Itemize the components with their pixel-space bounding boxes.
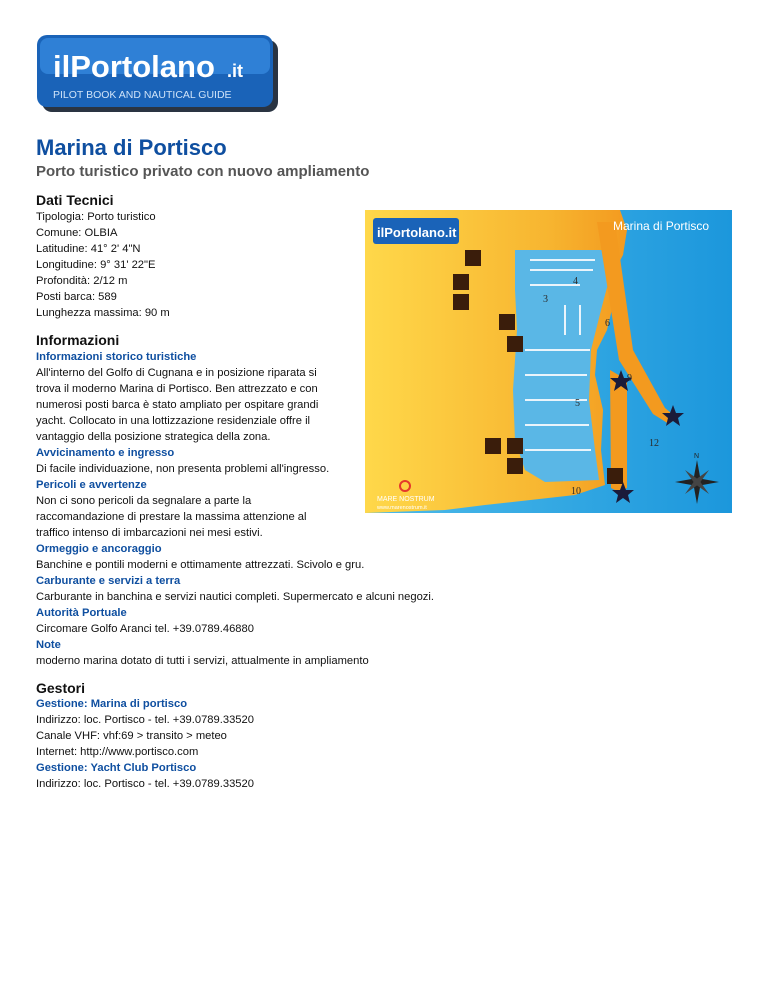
info-heading: Informazioni <box>36 332 120 348</box>
info-ormeggio-text: Banchine e pontili moderni e ottimamente attrezzati. Scivolo e gru. <box>36 559 365 571</box>
gestore-2-address: Indirizzo: loc. Portisco - tel. +39.0789.33520 <box>36 778 254 790</box>
info-pericoli-line: traffico intenso di imbarcazioni nei mesi estivi. <box>36 527 263 539</box>
map-number-12: 12 <box>649 438 659 449</box>
map-brand-url: www.marenostrum.it <box>377 505 427 511</box>
info-storico-line: All'interno del Golfo di Cugnana e in posizione riparata si <box>36 367 317 379</box>
gestori-heading: Gestori <box>36 680 86 696</box>
gestori-block <box>36 696 726 792</box>
logo-text: ilPortolano <box>53 49 215 84</box>
info-storico-line: numerosi posti barca è stato ampliato per ospitare grandi <box>36 399 319 411</box>
info-carburante-heading: Carburante e servizi a terra <box>36 575 181 587</box>
logo-tagline: PILOT BOOK AND NAUTICAL GUIDE <box>53 89 232 101</box>
map-number-10: 10 <box>571 486 581 497</box>
info-pericoli-line: Non ci sono pericoli da segnalare a parte la <box>36 495 252 507</box>
tech-depth: Profondità: 2/12 m <box>36 275 128 287</box>
info-autorita-text: Circomare Golfo Aranci tel. +39.0789.46880 <box>36 623 254 635</box>
tech-longitude: Longitudine: 9° 31' 22"E <box>36 259 156 271</box>
map-number-4: 4 <box>573 276 578 287</box>
ilportolano-logo[interactable] <box>37 35 278 112</box>
info-note-text: moderno marina dotato di tutti i servizi, attualmente in ampliamento <box>36 655 369 667</box>
map-number-6: 6 <box>605 318 610 329</box>
map-number-3: 3 <box>543 294 548 305</box>
compass-n: N <box>694 453 700 460</box>
info-carburante-text: Carburante in banchina e servizi nautici completi. Supermercato e alcuni negozi. <box>36 591 434 603</box>
info-storico-line: vantaggio della posizione strategica della zona. <box>36 431 271 443</box>
info-storico-line: trova il moderno Marina di Portisco. Ben attrezzato e con <box>36 383 318 395</box>
map-logo-text: ilPortolano.it <box>377 225 457 240</box>
harbour-map <box>365 210 732 513</box>
info-storico-heading: Informazioni storico turistiche <box>36 351 197 363</box>
map-title: Marina di Portisco <box>613 219 710 233</box>
tech-max-length: Lunghezza massima: 90 m <box>36 307 170 319</box>
page-title: Marina di Portisco <box>36 135 227 160</box>
tech-type: Tipologia: Porto turistico <box>36 211 156 223</box>
map-brand: MARE NOSTRUM <box>377 496 435 503</box>
info-avvicinamento-text: Di facile individuazione, non presenta problemi all'ingresso. <box>36 463 330 475</box>
tech-berths: Posti barca: 589 <box>36 291 117 303</box>
gestore-2-heading: Gestione: Yacht Club Portisco <box>36 762 197 774</box>
tech-comune: Comune: OLBIA <box>36 227 118 239</box>
info-avvicinamento-heading: Avvicinamento e ingresso <box>36 447 175 459</box>
map-number-5: 5 <box>575 398 580 409</box>
info-storico-line: yacht. Collocato in una lottizzazione residenziale offre il <box>36 415 311 427</box>
logo-tld: .it <box>227 61 243 81</box>
info-note-heading: Note <box>36 639 61 651</box>
gestore-1-website[interactable]: Internet: http://www.portisco.com <box>36 746 199 758</box>
tech-latitude: Latitudine: 41° 2' 4"N <box>36 243 141 255</box>
info-pericoli-heading: Pericoli e avvertenze <box>36 479 147 491</box>
technical-heading: Dati Tecnici <box>36 192 114 208</box>
gestore-1-vhf: Canale VHF: vhf:69 > transito > meteo <box>36 730 227 742</box>
info-autorita-heading: Autorità Portuale <box>36 607 127 619</box>
page-subtitle: Porto turistico privato con nuovo ampliamento <box>36 163 370 180</box>
info-pericoli-line: raccomandazione di prestare la massima attenzione al <box>36 511 307 523</box>
info-ormeggio-heading: Ormeggio e ancoraggio <box>36 543 162 555</box>
gestore-1-heading: Gestione: Marina di portisco <box>36 698 188 710</box>
gestore-1-address: Indirizzo: loc. Portisco - tel. +39.0789.33520 <box>36 714 254 726</box>
